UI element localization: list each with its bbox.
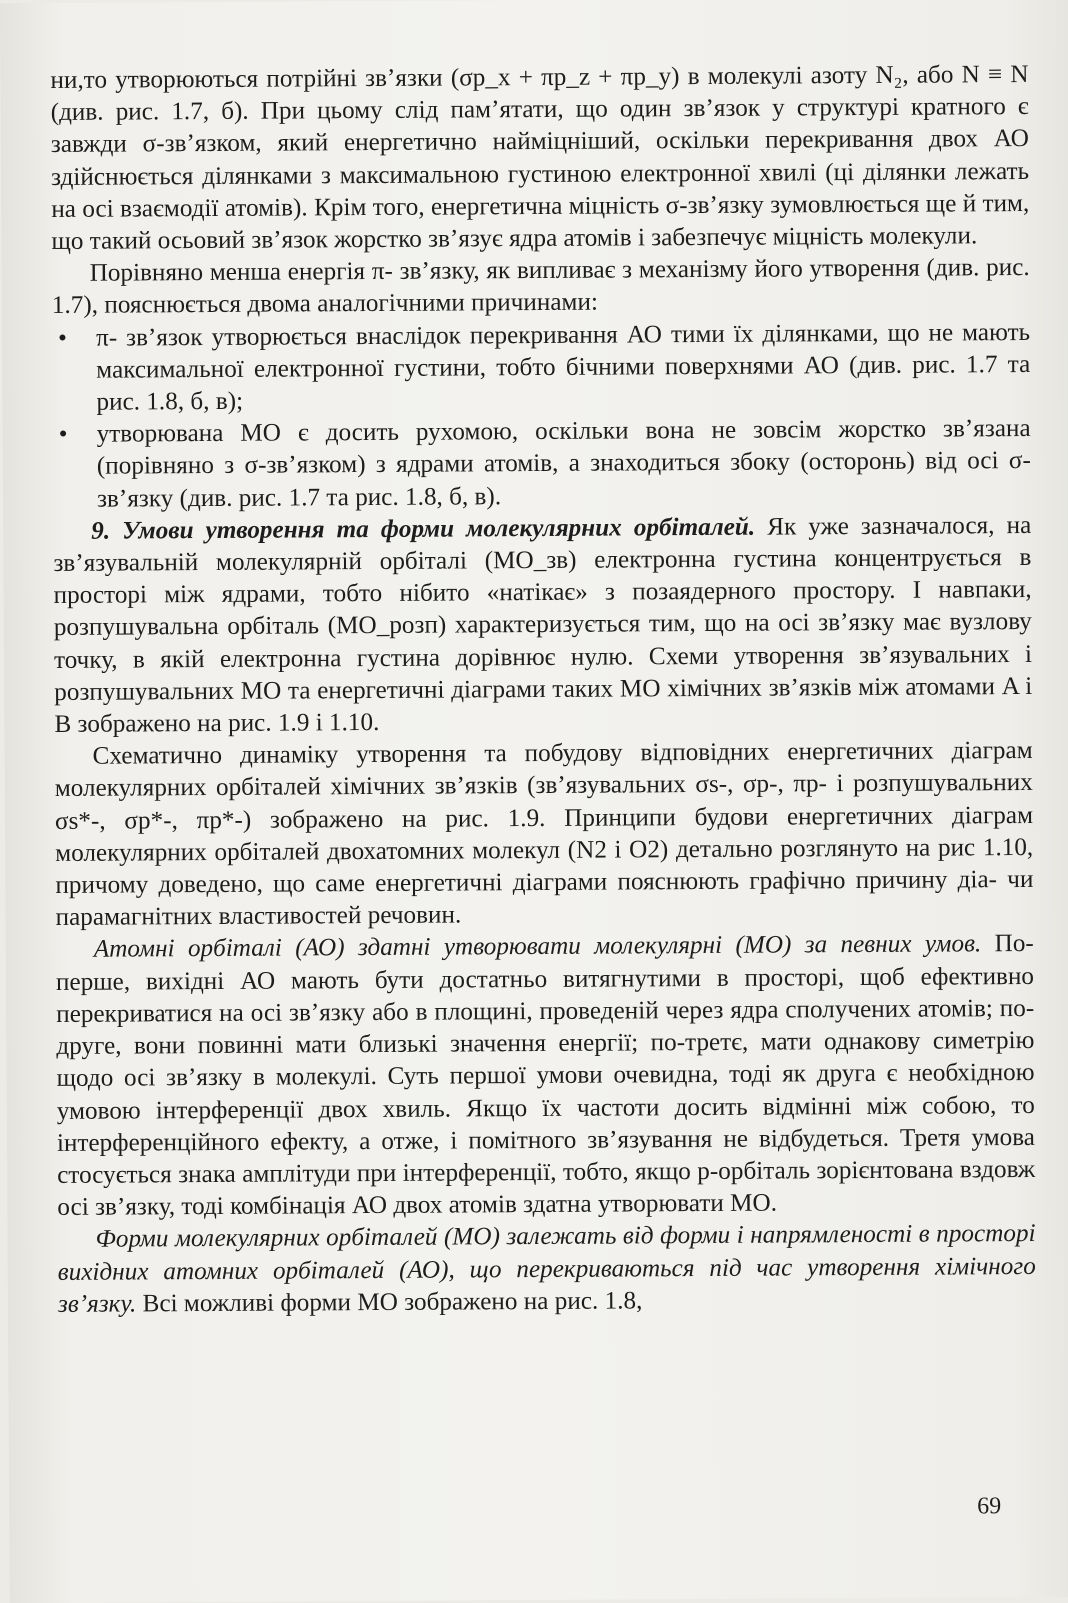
forms-lead: Форми молекулярних орбіталей (МО) залежать від форми і напрямленості в просторі вихідних атомних орбіталей (АО), що перекриваються під час утворення хімічного зв’язку.: [57, 1220, 1036, 1318]
list-item-text: утворювана МО є досить рухомою, оскільки вона не зовсім жорстко зв’язана (порівняно з σ-зв’язком) з ядрами атомів, а знаходиться збоку (осторонь) від осі σ-зв’язку (див. рис. 1.7 та рис. 1.8, б, в).: [96, 415, 1031, 513]
page-number: 69: [977, 1493, 1002, 1520]
forms-text: Всі можливі форми МО зображено на рис. 1.8,: [136, 1287, 643, 1318]
section-heading: 9. Умови утворення та форми молекулярних орбіталей.: [91, 513, 756, 545]
conditions-lead: Атомні орбіталі (АО) здатні утворювати молекулярні (МО) за певних умов.: [93, 930, 982, 964]
section-text: Як уже зазначалося, на зв’язувальній молекулярній орбіталі (MO_зв) електронна густина концентрується в просторі між ядрами, тобто нібито «натікає» з позаядерного простору. І навпаки, розпушувальна орбіталь (MO_розп) характеризується тим, що на осі зв’язку має вузлову точку, в якій електронна густина дорівнює нулю. Схеми утворення зв’язувальних і розпушувальних МО та енергетичні діаграми таких МО хімічних зв’язків між атомами A і B зображено на рис. 1.9 і 1.10.: [53, 511, 1033, 739]
conditions-text: По-перше, вихідні АО мають бути достатньо витягнутими в просторі, щоб ефективно перекриватися на осі зв’язку або в площині, проведеній через ядра сполучених атомів; по-друге, вони повинні мати близькі значення енергії; по-третє, мати однакову симетрію щодо осі зв’язку в молекулі. Суть першої умови очевидна, тоді як друга є необхідною умовою інтерференції двох хвиль. Якщо їх частоти досить відмінні між собою, то інтерференційного ефекту, а отже, і помітного зв’язування не відбудеться. Третя умова стосується знака амплітуди при інтерференції, тобто, якщо p-орбіталь зорієнтована вздовж осі зв’язку, тоді комбінація АО двох атомів здатна утворювати МО.: [55, 930, 1036, 1222]
paragraph-triple-bonds: ни,то утворюються потрійні зв’язки (σp_x + πp_z + πp_y) в молекулі азоту N₂, або N ≡ N (див. рис. 1.7, б). При цьому слід пам’ятати, що один зв’язок у структурі кратного є завжди σ-зв’язком, який енергетично найміцніший, оскільки перекривання двох АО здійснюється ділянками з максимальною густиною електронної хвилі (ці ділянки лежать на осі взаємодії атомів). Крім того, енергетична міцність σ-зв’язку зумовлюється ще й тим, що такий осьовий зв’язок жорстко зв’язує ядра атомів і забезпечує міцність молекули.: [50, 60, 1030, 255]
paragraph-forms: [57, 1218, 1036, 1321]
paragraph-section-9: [53, 510, 1032, 741]
paragraph-dynamics: Схематично динаміку утворення та побудову відповідних енергетичних діаграм молекулярних орбіталей хімічних зв’язків (зв’язувальних σs-, σp-, πp- і розпушувальних σs*-, σp*-, πp*-) зображено на рис. 1.9. Принципи будови енергетичних діаграм молекулярних орбіталей двохатомних молекул (N2 і O2) детально розглянуто на рис 1.10, причому доведено, що саме енергетичні діаграми пояснюють графічно причину діа- чи парамагнітних властивостей речовин.: [54, 737, 1034, 932]
page-body: [50, 59, 1036, 1321]
paragraph-conditions: [56, 928, 1036, 1224]
bullet-icon: •: [57, 324, 67, 352]
list-item: [53, 413, 1032, 516]
list-item-text: π- зв’язок утворюється внаслідок перекривання АО тими їх ділянками, що не мають максимальної електронної густини, тобто бічними поверхнями АО (див. рис. 1.7 та рис. 1.8, б, в);: [95, 318, 1031, 416]
bullet-icon: •: [58, 421, 68, 449]
reasons-list: [52, 317, 1031, 516]
paragraph-pi-bond-energy: Порівняно менша енергія π- зв’язку, як випливає з механізму його утворення (див. рис. 1.7), пояснюється двома аналогічними причинами:: [51, 254, 1030, 320]
list-item: [52, 317, 1031, 420]
